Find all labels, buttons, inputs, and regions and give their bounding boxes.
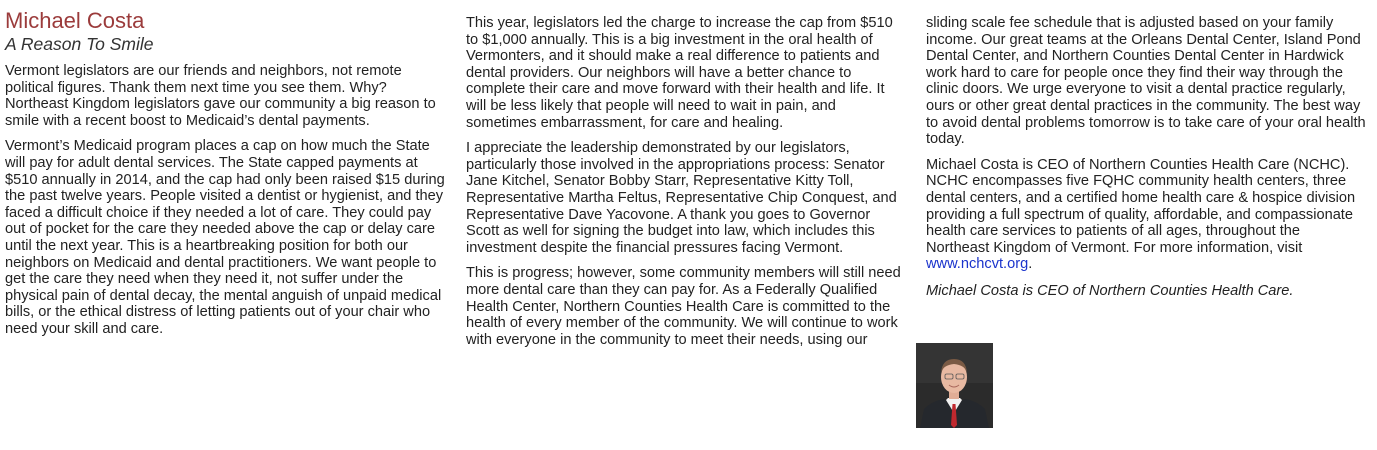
author-bio-period: .	[1028, 256, 1033, 273]
paragraph: sliding scale fee schedule that is adjusted based on your family income. Our great teams at the Orleans Dental Center, Island Pond Dental Center, and Northern Counties Dental Center in Hardwick work hard to care for people once they find their way through the clinic doors. We urge everyone to visit a dental practice regularly, ours or other great dental practices in the community. The best way to avoid dental problems tomorrow is to take care of your oral health today.	[926, 15, 1366, 148]
article-subtitle: A Reason To Smile	[5, 34, 154, 54]
website-link[interactable]: www.nchcvt.org	[926, 256, 1029, 273]
paragraph: I appreciate the leadership demonstrated by our legislators, particularly those involved in the appropriations process: Senator Jane Kitchel, Senator Bobby Starr, Representative Kitty Toll, Representative Martha Feltus, Representative Chip Conquest, and Representative Dave Yacovone. A thank you goes to Governor Scott as well for signing the budget into law, which includes this investment despite the financial pressures facing Vermont.	[466, 140, 897, 256]
paragraph: Vermont legislators are our friends and neighbors, not remote political figures. Thank them next time you see them. Why? Northeast Kingdom legislators gave our community a big reason to smile with a recent boost to Medicaid’s dental payments.	[5, 63, 436, 129]
author-name: Michael Costa	[5, 8, 145, 33]
author-bio	[926, 157, 1366, 273]
author-note: Michael Costa is CEO of Northern Counties Health Care.	[926, 282, 1294, 299]
author-bio-text: Michael Costa is CEO of Northern Counties Health Care (NCHC). NCHC encompasses five FQHC community health centers, three dental centers, and a certified home health care & hospice division providing a full spectrum of quality, affordable, and compassionate health care services to patients of all ages, throughout the Northeast Kingdom of Vermont. For more information, visit	[926, 156, 1356, 256]
paragraph: Vermont’s Medicaid program places a cap on how much the State will pay for adult dental services. The State capped payments at $510 annually in 2014, and the cap had only been raised $15 during the past twelve years. People visited a dentist or hygienist, and they faced a difficult choice if they needed a lot of care. They could pay out of pocket for the care they needed above the cap or delay care until the next year. This is a heartbreaking position for both our neighbors on Medicaid and dental practitioners. We want people to get the care they need when they need it, not suffer under the physical pain of dental decay, the mental anguish of unpaid medical bills, or the ethical distress of letting patients out of your chair who need your skill and care.	[5, 138, 445, 337]
column-3	[926, 0, 1366, 306]
paragraph: This year, legislators led the charge to increase the cap from $510 to $1,000 annually. This is a big investment in the oral health of Vermonters, and it should make a real difference to patients and dental providers. Our neighbors will have a better chance to complete their care and move forward with their health and life. It will be less likely that people will need to wait in pain, and sometimes embarrassment, for care and healing.	[466, 15, 893, 131]
paragraph: This is progress; however, some community members will still need more dental care than they can pay for. As a Federally Qualified Health Center, Northern Counties Health Care is committed to the health of every member of the community. We will continue to work with everyone in the community to meet their needs, using our	[466, 265, 901, 348]
column-2	[466, 0, 906, 357]
column-1	[5, 0, 445, 347]
author-portrait-photo	[916, 343, 993, 428]
